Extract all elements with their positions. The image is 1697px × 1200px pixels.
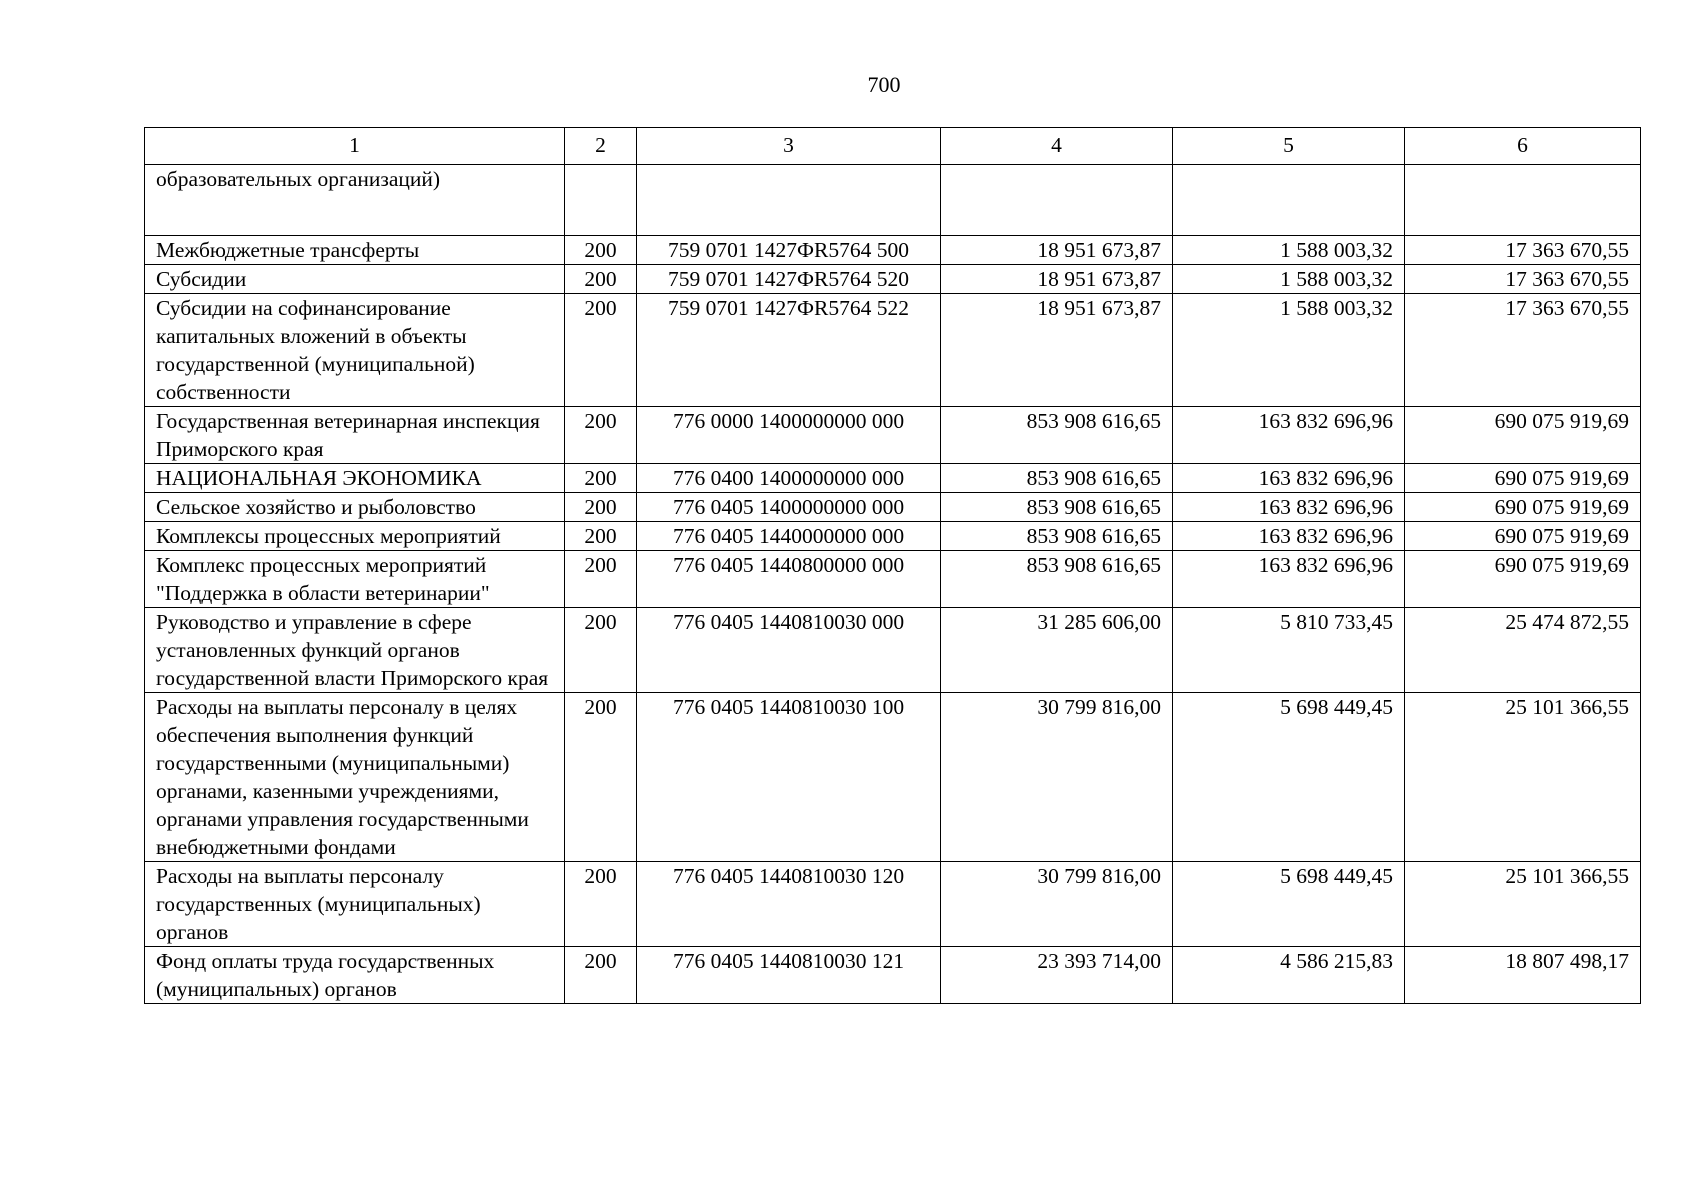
row-name-cell: образовательных организаций) <box>145 165 565 236</box>
row-name-cell: Комплексы процессных мероприятий <box>145 522 565 551</box>
column-header-2: 2 <box>565 128 637 165</box>
row-amount-col5-cell: 163 832 696,96 <box>1173 551 1405 608</box>
budget-table <box>144 127 1641 1004</box>
row-classification-cell: 776 0405 1440000000 000 <box>637 522 941 551</box>
row-code-cell <box>565 165 637 236</box>
table-row <box>145 522 1641 551</box>
row-amount-col5-cell: 5 698 449,45 <box>1173 693 1405 862</box>
row-amount-col5-cell: 5 698 449,45 <box>1173 862 1405 947</box>
row-amount-col6-cell: 690 075 919,69 <box>1405 551 1641 608</box>
row-classification-cell: 776 0400 1400000000 000 <box>637 464 941 493</box>
row-classification-cell: 776 0405 1440800000 000 <box>637 551 941 608</box>
row-classification-cell: 759 0701 1427ФR5764 500 <box>637 236 941 265</box>
row-amount-col4-cell: 853 908 616,65 <box>941 407 1173 464</box>
row-amount-col6-cell: 25 101 366,55 <box>1405 862 1641 947</box>
table-row <box>145 493 1641 522</box>
row-amount-col6-cell: 690 075 919,69 <box>1405 493 1641 522</box>
row-classification-cell: 759 0701 1427ФR5764 520 <box>637 265 941 294</box>
column-header-6: 6 <box>1405 128 1641 165</box>
row-classification-cell: 776 0405 1440810030 120 <box>637 862 941 947</box>
row-code-cell: 200 <box>565 236 637 265</box>
column-header-1: 1 <box>145 128 565 165</box>
row-amount-col4-cell: 853 908 616,65 <box>941 493 1173 522</box>
row-amount-col6-cell: 17 363 670,55 <box>1405 265 1641 294</box>
table-row <box>145 551 1641 608</box>
table-row <box>145 265 1641 294</box>
row-classification-cell: 776 0405 1440810030 121 <box>637 947 941 1004</box>
row-amount-col6-cell <box>1405 165 1641 236</box>
row-amount-col6-cell: 17 363 670,55 <box>1405 294 1641 407</box>
row-name-cell: Сельское хозяйство и рыболовство <box>145 493 565 522</box>
row-amount-col4-cell: 853 908 616,65 <box>941 551 1173 608</box>
row-amount-col6-cell: 690 075 919,69 <box>1405 407 1641 464</box>
row-name-cell: Расходы на выплаты персоналу в целях обеспечения выполнения функций государственными (муниципальными) органами, казенными учреждениями, органами управления государственными внебюджетными фондами <box>145 693 565 862</box>
row-amount-col4-cell: 30 799 816,00 <box>941 693 1173 862</box>
row-classification-cell: 759 0701 1427ФR5764 522 <box>637 294 941 407</box>
row-name-cell: Субсидии на софинансирование капитальных вложений в объекты государственной (муниципальной) собственности <box>145 294 565 407</box>
row-classification-cell <box>637 165 941 236</box>
row-name-cell: НАЦИОНАЛЬНАЯ ЭКОНОМИКА <box>145 464 565 493</box>
row-amount-col5-cell: 4 586 215,83 <box>1173 947 1405 1004</box>
row-code-cell: 200 <box>565 522 637 551</box>
row-amount-col5-cell: 1 588 003,32 <box>1173 236 1405 265</box>
row-name-cell: Комплекс процессных мероприятий "Поддержка в области ветеринарии" <box>145 551 565 608</box>
table-row <box>145 947 1641 1004</box>
row-classification-cell: 776 0405 1440810030 100 <box>637 693 941 862</box>
row-name-cell: Межбюджетные трансферты <box>145 236 565 265</box>
row-amount-col4-cell: 18 951 673,87 <box>941 265 1173 294</box>
row-classification-cell: 776 0405 1440810030 000 <box>637 608 941 693</box>
column-header-3: 3 <box>637 128 941 165</box>
row-amount-col5-cell: 163 832 696,96 <box>1173 493 1405 522</box>
column-header-5: 5 <box>1173 128 1405 165</box>
row-classification-cell: 776 0405 1400000000 000 <box>637 493 941 522</box>
row-code-cell: 200 <box>565 265 637 294</box>
row-code-cell: 200 <box>565 947 637 1004</box>
row-amount-col4-cell <box>941 165 1173 236</box>
row-code-cell: 200 <box>565 608 637 693</box>
row-amount-col4-cell: 18 951 673,87 <box>941 236 1173 265</box>
row-code-cell: 200 <box>565 407 637 464</box>
page-number: 700 <box>867 72 901 97</box>
row-code-cell: 200 <box>565 464 637 493</box>
row-name-cell: Фонд оплаты труда государственных (муниципальных) органов <box>145 947 565 1004</box>
table-row <box>145 862 1641 947</box>
table-row <box>145 407 1641 464</box>
row-name-cell: Расходы на выплаты персоналу государственных (муниципальных) органов <box>145 862 565 947</box>
row-amount-col6-cell: 25 474 872,55 <box>1405 608 1641 693</box>
table-row <box>145 693 1641 862</box>
row-amount-col4-cell: 853 908 616,65 <box>941 522 1173 551</box>
row-amount-col6-cell: 25 101 366,55 <box>1405 693 1641 862</box>
row-amount-col6-cell: 690 075 919,69 <box>1405 464 1641 493</box>
row-amount-col5-cell <box>1173 165 1405 236</box>
row-code-cell: 200 <box>565 693 637 862</box>
row-amount-col4-cell: 30 799 816,00 <box>941 862 1173 947</box>
row-amount-col5-cell: 163 832 696,96 <box>1173 464 1405 493</box>
row-amount-col5-cell: 163 832 696,96 <box>1173 522 1405 551</box>
table-row <box>145 165 1641 236</box>
table-row <box>145 608 1641 693</box>
row-code-cell: 200 <box>565 551 637 608</box>
table-header-row <box>145 128 1641 165</box>
column-header-4: 4 <box>941 128 1173 165</box>
row-name-cell: Субсидии <box>145 265 565 294</box>
table-row <box>145 464 1641 493</box>
row-amount-col4-cell: 23 393 714,00 <box>941 947 1173 1004</box>
table-row <box>145 294 1641 407</box>
row-amount-col4-cell: 18 951 673,87 <box>941 294 1173 407</box>
row-amount-col6-cell: 17 363 670,55 <box>1405 236 1641 265</box>
table-body <box>145 165 1641 1004</box>
row-name-cell: Государственная ветеринарная инспекция Приморского края <box>145 407 565 464</box>
row-amount-col4-cell: 853 908 616,65 <box>941 464 1173 493</box>
row-code-cell: 200 <box>565 862 637 947</box>
row-name-cell: Руководство и управление в сфере установленных функций органов государственной власти Приморского края <box>145 608 565 693</box>
row-classification-cell: 776 0000 1400000000 000 <box>637 407 941 464</box>
row-amount-col5-cell: 163 832 696,96 <box>1173 407 1405 464</box>
row-amount-col5-cell: 5 810 733,45 <box>1173 608 1405 693</box>
row-amount-col6-cell: 690 075 919,69 <box>1405 522 1641 551</box>
row-code-cell: 200 <box>565 294 637 407</box>
table-row <box>145 236 1641 265</box>
row-amount-col6-cell: 18 807 498,17 <box>1405 947 1641 1004</box>
row-amount-col4-cell: 31 285 606,00 <box>941 608 1173 693</box>
row-code-cell: 200 <box>565 493 637 522</box>
row-amount-col5-cell: 1 588 003,32 <box>1173 265 1405 294</box>
row-amount-col5-cell: 1 588 003,32 <box>1173 294 1405 407</box>
